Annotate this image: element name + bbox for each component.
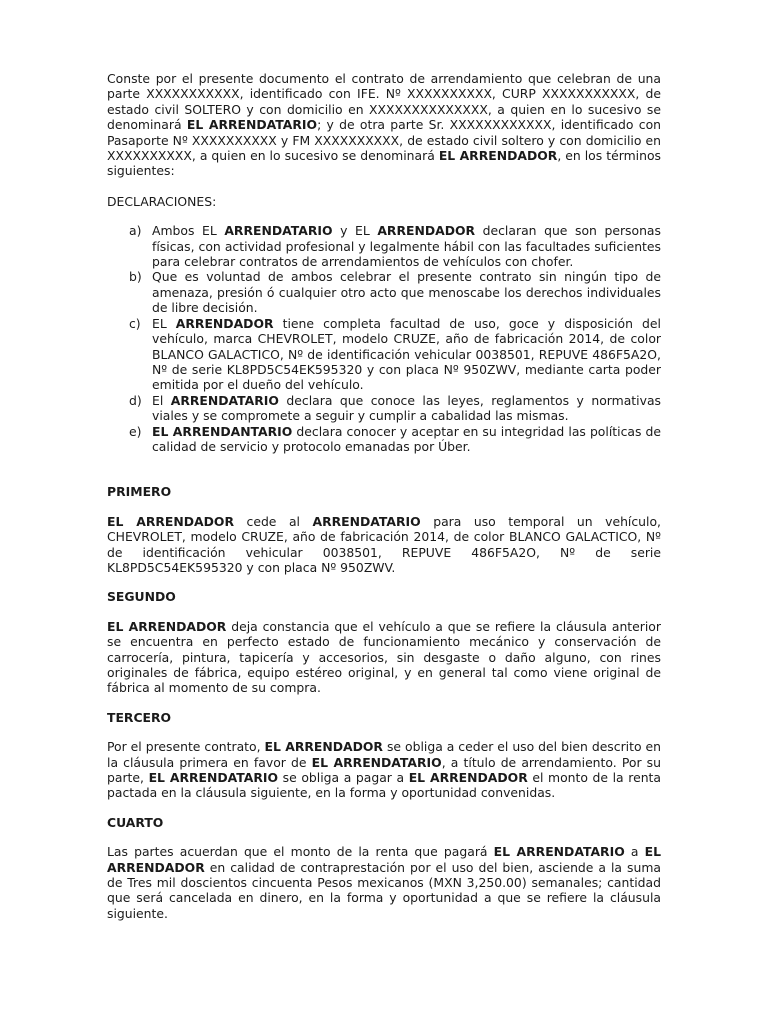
item-text: tiene completa facultad de uso, goce y disposición del vehículo, marca CHEVROLET, modelo CRUZE, año de fabricación 2014, de color BLANCO GALACTICO, Nº de identificación vehicular 0038501, REPUVE 486F5A2O, Nº de serie KL8PD5C54EK595320 y con placa Nº 950ZWV, mediante carta poder emitida por el dueño del vehículo. <box>152 315 661 393</box>
item-text: Que es voluntad de ambos celebrar el presente contrato sin ningún tipo de amenaza, presión ó cualquier otro acto que menoscabe los derechos individuales de libre decisión. <box>152 269 661 316</box>
clause-segundo-paragraph <box>107 619 661 696</box>
item-marker: e) <box>129 423 142 439</box>
clause-cuarto-paragraph <box>107 844 661 921</box>
intro-bold-arrendador: EL ARRENDADOR <box>438 148 558 164</box>
intro-text-3: , en los términos siguientes: <box>107 148 661 179</box>
item-marker: d) <box>129 392 142 408</box>
clause-text: cede al <box>234 513 313 529</box>
clause-bold: EL ARRENDADOR <box>408 770 528 786</box>
clause-heading-tercero: TERCERO <box>107 709 172 725</box>
clause-text: se obliga a ceder el uso del bien descrito en la cláusula primera en favor de <box>107 739 661 770</box>
item-marker: a) <box>129 223 142 239</box>
clause-text: se obliga a pagar a <box>278 770 409 786</box>
item-bold: ARRENDATARIO <box>224 223 333 239</box>
declaracion-item-b <box>107 269 661 315</box>
clause-bold: EL ARRENDATARIO <box>311 754 442 770</box>
item-bold: ARRENDATARIO <box>170 392 279 408</box>
intro-bold-arrendatario: EL ARRENDATARIO <box>186 117 318 133</box>
clause-text: a <box>624 844 645 860</box>
item-text: EL <box>152 315 176 331</box>
declaraciones-heading: DECLARACIONES: <box>107 193 217 209</box>
item-text: declara conocer y aceptar en su integridad las políticas de calidad de servicio y protocolo emanadas por Úber. <box>152 423 662 454</box>
clause-text: en calidad de contraprestación por el uso del bien, asciende a la suma de Tres mil doscientos cincuenta Pesos mexicanos (MXN 3,250.00) semanales; cantidad que será cancelada en dinero, en la forma y oportunidad a que se refiere la cláusula siguiente. <box>107 859 661 921</box>
clause-bold: EL ARRENDADOR <box>264 739 383 755</box>
item-text: declara que conoce las leyes, reglamentos y normativas viales y se compromete a seguir y cumplir a cabalidad las mismas. <box>152 392 661 424</box>
clause-tercero-paragraph <box>107 739 661 801</box>
clause-text: deja constancia que el vehículo a que se refiere la cláusula anterior se encuentra en perfecto estado de funcionamiento mecánico y conservación de carrocería, pintura, tapicería y accesorios, sin desgaste o daño alguno, con rines originales de fábrica, equipo estéreo original, y en general tal como viene original de fábrica al momento de su compra. <box>107 618 661 696</box>
declaracion-item-a <box>107 223 661 269</box>
declaracion-item-e <box>107 424 661 455</box>
item-text: y EL <box>332 223 378 239</box>
contract-document <box>107 71 661 921</box>
clause-heading-segundo: SEGUNDO <box>107 589 176 605</box>
declaracion-item-c <box>107 316 661 393</box>
item-bold: ARRENDADOR <box>175 315 274 331</box>
clause-text: el monto de la renta pactada en la cláusula siguiente, en la forma y oportunidad convenidas. <box>107 770 661 801</box>
intro-paragraph <box>107 71 661 179</box>
declaraciones-list <box>107 223 661 454</box>
clause-text: para uso temporal un vehículo, CHEVROLET, modelo CRUZE, año de fabricación 2014, de color BLANCO GALACTICO, Nº de identificación vehicular 0038501, REPUVE 486F5A2O, Nº de serie KL8PD5C54EK595320 y con placa Nº 950ZWV. <box>107 513 661 575</box>
clause-bold: EL ARRENDATARIO <box>493 844 625 860</box>
clause-bold: EL ARRENDADOR <box>107 618 227 634</box>
clause-bold: EL ARRENDADOR <box>107 513 234 529</box>
clause-text: , a título de arrendamiento. Por su parte, <box>107 754 661 786</box>
item-marker: c) <box>129 315 141 331</box>
declaracion-item-d <box>107 393 661 424</box>
clause-primero-paragraph <box>107 514 661 576</box>
clause-text: Las partes acuerdan que el monto de la renta que pagará <box>107 844 494 860</box>
item-text: declaran que son personas físicas, con actividad profesional y legalmente hábil con las facultades suficientes para celebrar contratos de arrendamientos de vehículos con chofer. <box>152 223 661 270</box>
intro-text-1: Conste por el presente documento el contrato de arrendamiento que celebran de una parte XXXXXXXXXXX, identificado con IFE. Nº XXXXXXXXXX, CURP XXXXXXXXXXX, de estado civil SOLTERO y con domicilio en XXXXXXXXXXXXXX, a quien en lo sucesivo se denominará <box>107 71 661 133</box>
item-bold: ARRENDADOR <box>377 223 476 239</box>
item-bold: EL ARRENDANTARIO <box>152 423 293 439</box>
clause-text: Por el presente contrato, <box>107 739 265 755</box>
clause-heading-primero: PRIMERO <box>107 484 172 500</box>
intro-text-2: ; y de otra parte Sr. XXXXXXXXXXXX, identificado con Pasaporte Nº XXXXXXXXXX y FM XXXXXXXXXX, de estado civil soltero y con domicilio en XXXXXXXXXX, a quien en lo sucesivo se denominará <box>107 117 661 164</box>
clause-bold: EL ARRENDADOR <box>107 844 661 875</box>
item-marker: b) <box>129 269 142 285</box>
item-text: El <box>152 392 171 408</box>
clause-bold: ARRENDATARIO <box>312 513 421 529</box>
clause-bold: EL ARRENDATARIO <box>148 770 279 786</box>
clause-heading-cuarto: CUARTO <box>107 814 164 830</box>
item-text: Ambos EL <box>152 223 225 239</box>
